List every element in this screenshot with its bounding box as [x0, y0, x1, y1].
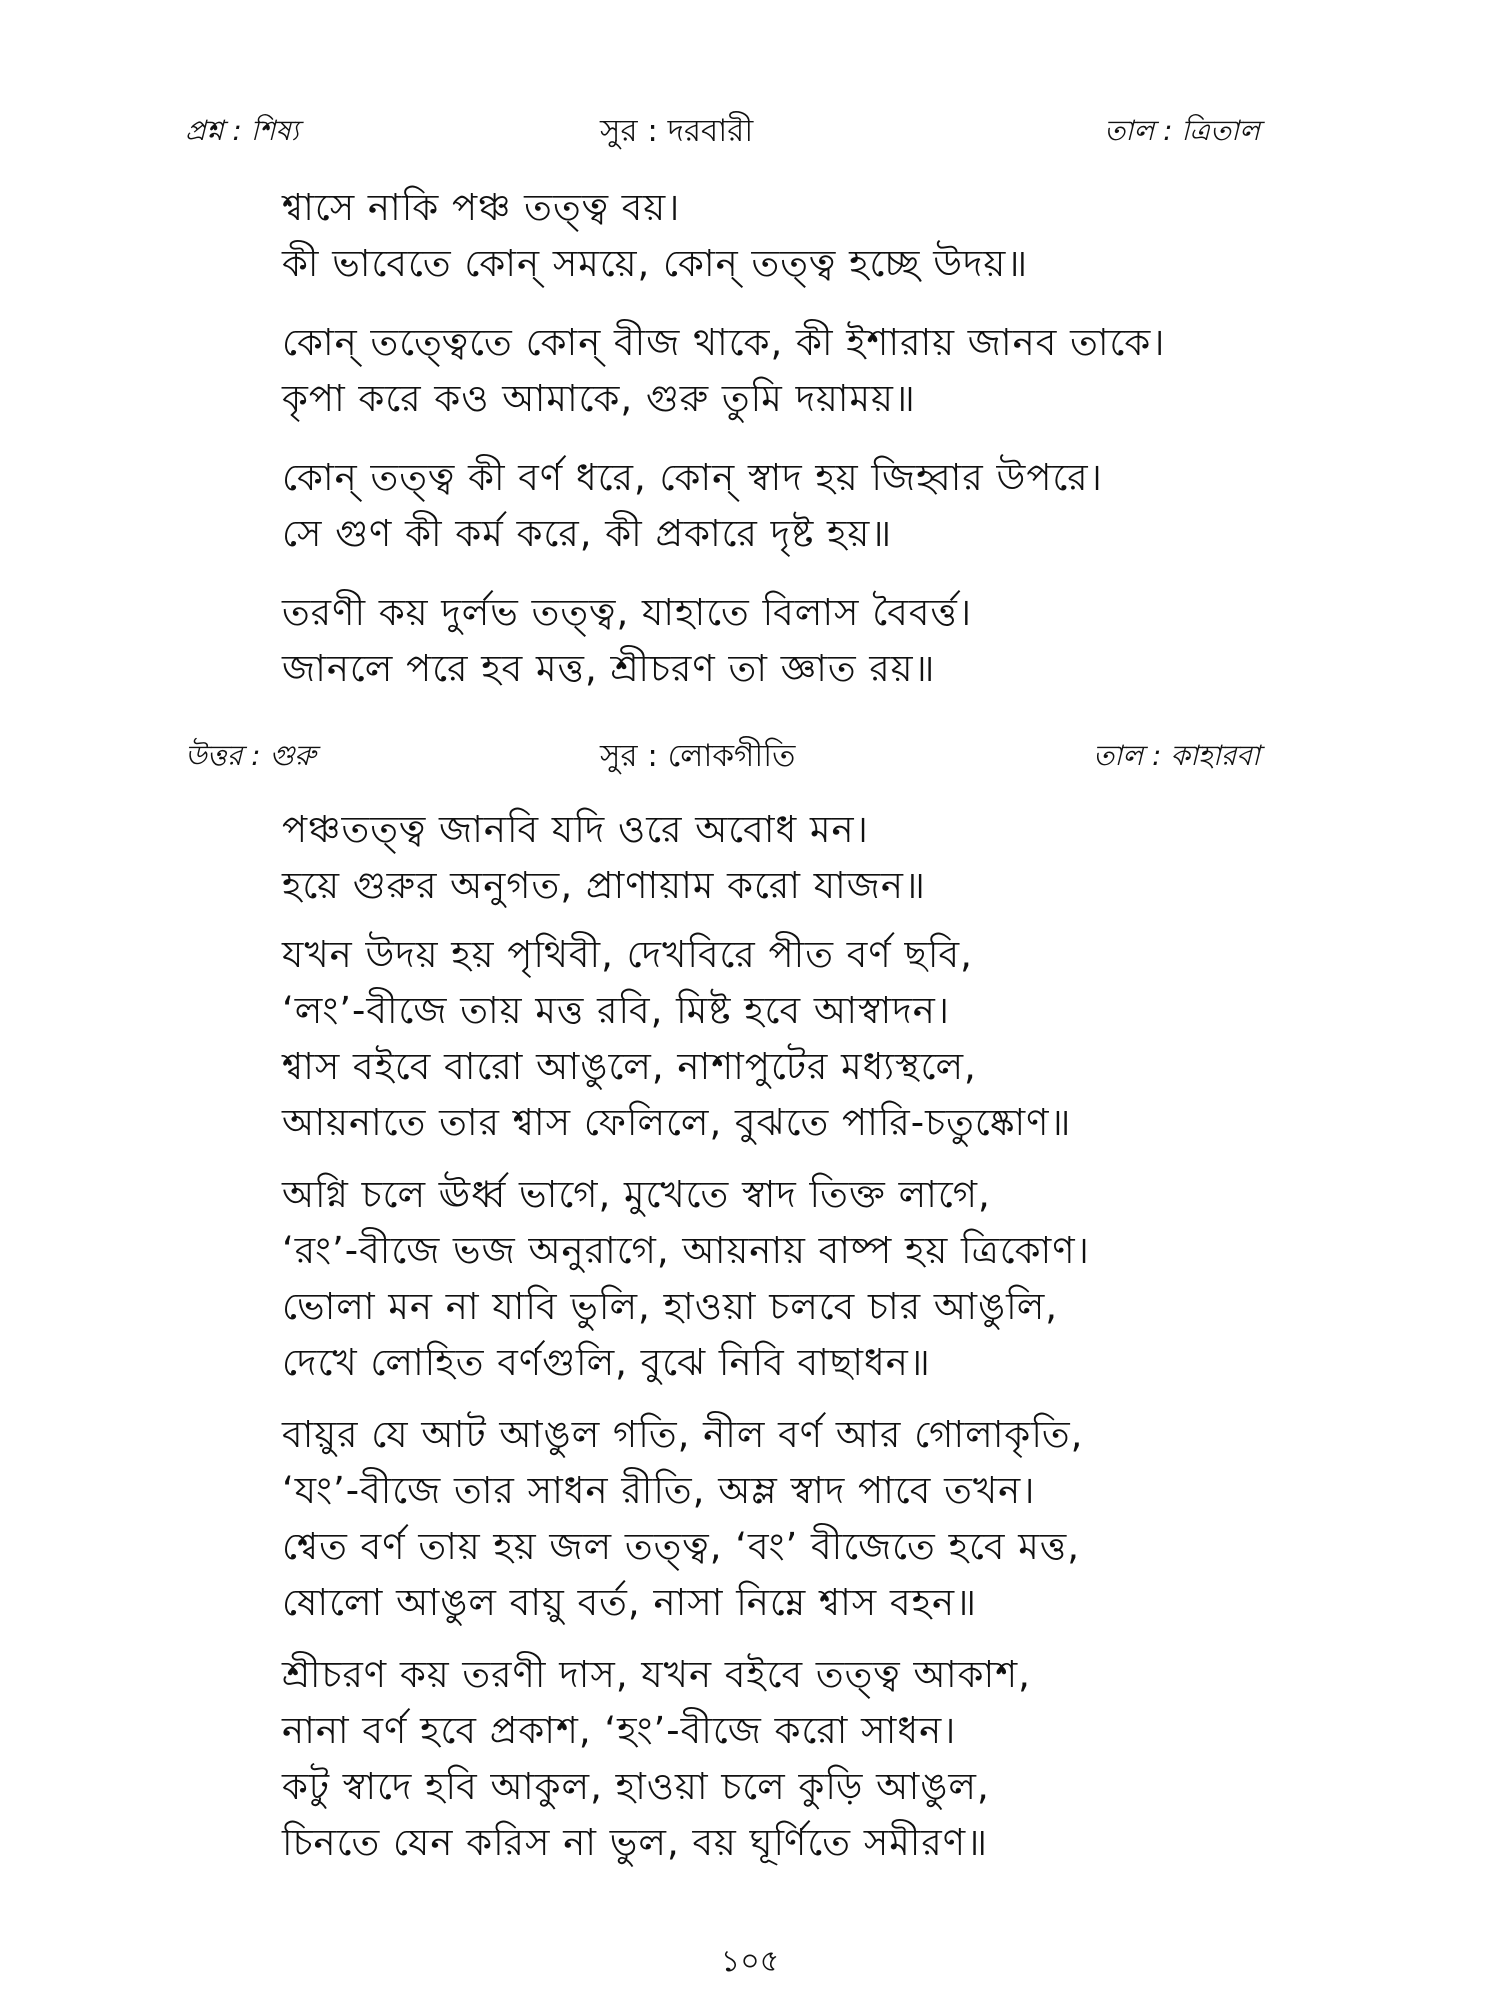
stanza	[282, 585, 1282, 697]
verse-line: ‘লং’-বীজে তায় মত্ত রবি, মিষ্ট হবে আস্বাদন।	[282, 989, 951, 1032]
verse-line: শ্বাসে নাকি পঞ্চ তত্ত্ব বয়।	[282, 186, 681, 229]
stanza	[282, 180, 1282, 292]
verse-line: তরণী কয় দুর্লভ তত্ত্ব, যাহাতে বিলাস বৈবর্ত্ত।	[282, 591, 973, 634]
verse-line: ভোলা মন না যাবি ভুলি, হাওয়া চলবে চার আঙুলি,	[282, 1285, 1059, 1328]
stanza	[282, 802, 1282, 914]
song-header-question	[185, 107, 1260, 155]
verse-line: কোন্ তত্ত্ব কী বর্ণ ধরে, কোন্ স্বাদ হয় জিহ্বার উপরে।	[282, 456, 1103, 499]
header-role-label: উত্তর : গুরু	[185, 739, 316, 772]
verse-line: আয়নাতে তার শ্বাস ফেলিলে, বুঝতে পারি-চতুষ্কোণ॥	[282, 1101, 1072, 1144]
verse-line: ‘রং’-বীজে ভজ অনুরাগে, আয়নায় বাষ্প হয় ত্রিকোণ।	[282, 1229, 1090, 1272]
header-role-label: প্রশ্ন : শিষ্য	[185, 114, 299, 147]
verse-line: কোন্ তত্ত্বেতে কোন্ বীজ থাকে, কী ইশারায় জানব তাকে।	[282, 321, 1166, 364]
verse-line: জানলে পরে হব মত্ত, শ্রীচরণ তা জ্ঞাত রয়॥	[282, 647, 936, 690]
verse-line: হয়ে গুরুর অনুগত, প্রাণায়াম করো যাজন॥	[282, 864, 926, 907]
verse-line: শ্বেত বর্ণ তায় হয় জল তত্ত্ব, ‘বং’ বীজেতে হবে মত্ত,	[282, 1525, 1080, 1568]
header-tala-label: তাল : কাহারবা	[1093, 739, 1260, 772]
verse-line: চিনতে যেন করিস না ভুল, বয় ঘূর্ণিতে সমীরণ॥	[282, 1821, 989, 1864]
verse-line: অগ্নি চলে ঊর্ধ্ব ভাগে, মুখেতে স্বাদ তিক্ত লাগে,	[282, 1173, 991, 1216]
stanza	[282, 315, 1282, 427]
verse-line: পঞ্চতত্ত্ব জানবি যদি ওরে অবোধ মন।	[282, 808, 869, 851]
verse-line: শ্বাস বইবে বারো আঙুলে, নাশাপুটের মধ্যস্থলে,	[282, 1045, 977, 1088]
stanza	[282, 1407, 1282, 1631]
verse-line: কী ভাবেতে কোন্ সময়ে, কোন্ তত্ত্ব হচ্ছে উদয়॥	[282, 242, 1029, 285]
header-raga-label: সুর : লোকগীতি	[600, 738, 796, 774]
verse-line: ষোলো আঙুল বায়ু বর্ত, নাসা নিম্নে শ্বাস বহন॥	[282, 1581, 978, 1624]
page-number: ১০৫	[720, 1944, 780, 1979]
stanza	[282, 1167, 1282, 1391]
verse-line: ‘যং’-বীজে তার সাধন রীতি, অম্ল স্বাদ পাবে তখন।	[282, 1469, 1036, 1512]
song-header-answer	[185, 732, 1260, 780]
stanza	[282, 1647, 1282, 1871]
stanza	[282, 927, 1282, 1151]
header-raga-label: সুর : দরবারী	[600, 113, 754, 149]
verse-line: শ্রীচরণ কয় তরণী দাস, যখন বইবে তত্ত্ব আকাশ,	[282, 1653, 1031, 1696]
verse-line: যখন উদয় হয় পৃথিবী, দেখবিরে পীত বর্ণ ছবি,	[282, 933, 973, 976]
verse-line: কৃপা করে কও আমাকে, গুরু তুমি দয়াময়॥	[282, 377, 916, 420]
verse-line: দেখে লোহিত বর্ণগুলি, বুঝে নিবি বাছাধন॥	[282, 1341, 931, 1384]
header-tala-label: তাল : ত্রিতাল	[1104, 114, 1260, 147]
verse-line: কটু স্বাদে হবি আকুল, হাওয়া চলে কুড়ি আঙুল,	[282, 1765, 990, 1808]
verse-line: নানা বর্ণ হবে প্রকাশ, ‘হং’-বীজে করো সাধন।	[282, 1709, 957, 1752]
verse-line: সে গুণ কী কর্ম করে, কী প্রকারে দৃষ্ট হয়॥	[282, 512, 893, 555]
verse-line: বায়ুর যে আট আঙুল গতি, নীল বর্ণ আর গোলাকৃতি,	[282, 1413, 1084, 1456]
stanza	[282, 450, 1282, 562]
